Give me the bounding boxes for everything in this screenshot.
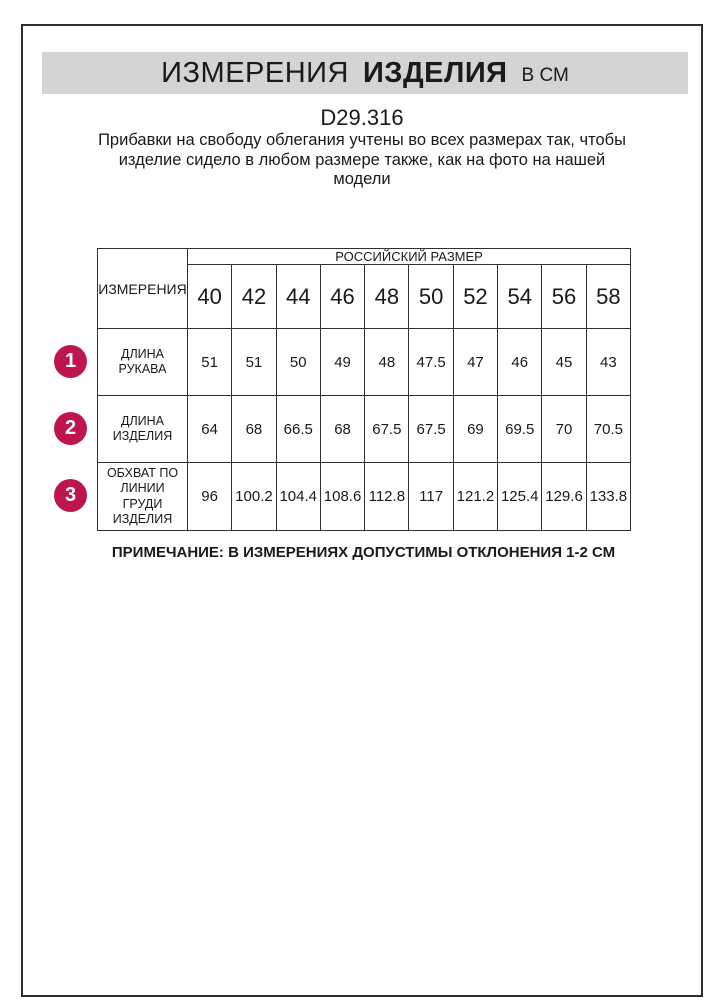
table-cell: 70 [542,396,586,463]
column-header-measurements: ИЗМЕРЕНИЯ [98,249,188,329]
table-cell: 51 [188,329,232,396]
table-cell: 112.8 [365,463,409,531]
page-frame [21,24,703,997]
size-table [97,248,631,531]
size-header: 42 [232,265,276,329]
table-cell: 45 [542,329,586,396]
title-units: В СМ [521,64,569,86]
description-line-1: Прибавки на свободу облегания учтены во всех размерах так, чтобы [98,131,626,149]
size-header: 58 [586,265,630,329]
table-cell: 48 [365,329,409,396]
title-banner [42,52,688,94]
table-cell: 69 [453,396,497,463]
row-label: ОБХВАТ ПО ЛИНИИ ГРУДИ ИЗДЕЛИЯ [98,463,188,531]
table-cell: 43 [586,329,630,396]
size-header: 50 [409,265,453,329]
table-cell: 46 [498,329,542,396]
table-cell: 104.4 [276,463,320,531]
table-cell: 68 [232,396,276,463]
product-code: D29.316 [320,105,404,130]
description-text [23,131,701,190]
table-cell: 121.2 [453,463,497,531]
table-cell: 108.6 [320,463,364,531]
table-cell: 49 [320,329,364,396]
size-header: 56 [542,265,586,329]
title-word-product: ИЗДЕЛИЯ [362,56,508,89]
size-header: 40 [188,265,232,329]
row-marker-1-badge: 1 [54,345,87,378]
table-cell: 69.5 [498,396,542,463]
description-line-2: изделие сидело в любом размере также, как на фото на нашей [118,150,606,169]
size-header: 44 [276,265,320,329]
table-cell: 125.4 [498,463,542,531]
table-row-sleeve-length [98,329,631,396]
column-header-russian-size: РОССИЙСКИЙ РАЗМЕР [188,249,631,265]
table-row-item-length [98,396,631,463]
table-cell: 68 [320,396,364,463]
row-marker-3-badge: 3 [54,479,87,512]
table-cell: 117 [409,463,453,531]
table-cell: 66.5 [276,396,320,463]
table-cell: 129.6 [542,463,586,531]
table-header-row-group [98,249,631,265]
title-word-measurements: ИЗМЕРЕНИЯ [161,56,349,89]
table-row-chest-girth [98,463,631,531]
table-cell: 51 [232,329,276,396]
table-cell: 70.5 [586,396,630,463]
table-cell: 50 [276,329,320,396]
table-cell: 47.5 [409,329,453,396]
table-cell: 64 [188,396,232,463]
size-header: 54 [498,265,542,329]
table-cell: 100.2 [232,463,276,531]
row-marker-2-badge: 2 [54,412,87,445]
row-label: ДЛИНА РУКАВА [98,329,188,396]
size-header: 46 [320,265,364,329]
size-header: 52 [453,265,497,329]
table-cell: 67.5 [409,396,453,463]
tolerance-note: ПРИМЕЧАНИЕ: В ИЗМЕРЕНИЯХ ДОПУСТИМЫ ОТКЛОНЕНИЯ 1-2 СМ [111,544,616,561]
size-header: 48 [365,265,409,329]
table-cell: 96 [188,463,232,531]
row-label: ДЛИНА ИЗДЕЛИЯ [98,396,188,463]
description-line-3: модели [333,170,391,188]
table-cell: 47 [453,329,497,396]
table-cell: 133.8 [586,463,630,531]
table-cell: 67.5 [365,396,409,463]
